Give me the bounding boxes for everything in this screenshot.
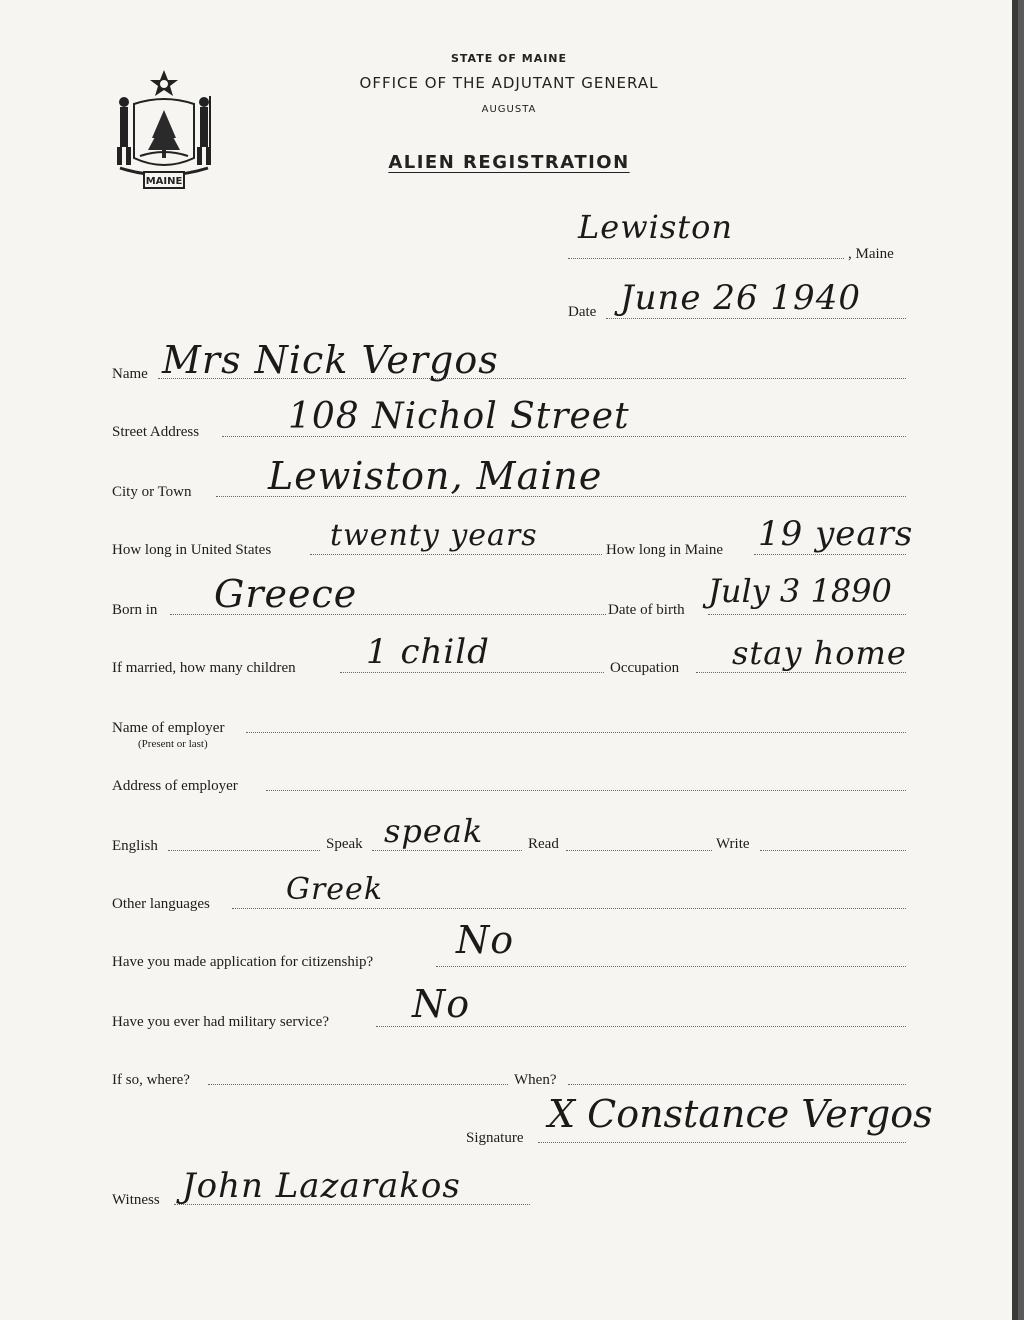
if-so-where-line [208, 1084, 508, 1085]
how-long-us-value: twenty years [330, 518, 538, 553]
write-label: Write [716, 836, 750, 852]
seal-label: MAINE [145, 176, 183, 187]
english-line [168, 850, 320, 851]
children-line [340, 672, 604, 673]
children-value: 1 child [366, 632, 490, 672]
citizenship-label: Have you made application for citizenship? [112, 954, 374, 970]
read-label: Read [528, 836, 559, 852]
occupation-label: Occupation [610, 660, 680, 676]
signature-line [538, 1142, 906, 1143]
form-title: ALIEN REGISTRATION [388, 152, 630, 173]
signature-value: X Constance Vergos [548, 1092, 933, 1136]
name-value: Mrs Nick Vergos [162, 338, 499, 382]
other-languages-line [232, 908, 906, 909]
header-city: AUGUSTA [481, 104, 537, 115]
employer-name-label: Name of employer [112, 720, 225, 736]
occupation-value: stay home [732, 634, 907, 672]
place-line [568, 258, 844, 259]
how-long-maine-value: 19 years [758, 514, 914, 554]
employer-address-label: Address of employer [112, 778, 238, 794]
date-of-birth-label: Date of birth [608, 602, 685, 618]
witness-value: John Lazarakos [182, 1166, 461, 1206]
occupation-line [696, 672, 906, 673]
street-label: Street Address [112, 424, 200, 440]
how-long-maine-line [754, 554, 906, 555]
military-line [376, 1026, 906, 1027]
born-in-label: Born in [112, 602, 158, 618]
how-long-maine-label: How long in Maine [606, 542, 724, 558]
how-long-us-line [310, 554, 602, 555]
write-line [760, 850, 906, 851]
citizenship-value: No [456, 918, 515, 962]
speak-value: speak [384, 812, 484, 850]
employer-address-line [266, 790, 906, 791]
signature-label: Signature [466, 1130, 524, 1146]
if-so-where-label: If so, where? [112, 1072, 190, 1088]
city-label: City or Town [112, 484, 192, 500]
other-languages-label: Other languages [112, 896, 210, 912]
children-label: If married, how many children [112, 660, 296, 676]
read-line [566, 850, 712, 851]
city-value: Lewiston, Maine [268, 454, 603, 498]
employer-name-sublabel: (Present or last) [138, 738, 208, 750]
military-label: Have you ever had military service? [112, 1014, 329, 1030]
born-in-value: Greece [214, 572, 358, 616]
when-line [568, 1084, 906, 1085]
when-label: When? [514, 1072, 557, 1088]
english-label: English [112, 838, 158, 854]
date-of-birth-line [708, 614, 906, 615]
date-value: June 26 1940 [620, 278, 861, 318]
scan-edge [1012, 0, 1018, 1320]
date-of-birth-value: July 3 1890 [708, 572, 892, 610]
header-state: STATE OF MAINE [450, 52, 568, 65]
street-value: 108 Nichol Street [288, 396, 630, 437]
speak-label: Speak [326, 836, 363, 852]
witness-label: Witness [112, 1192, 160, 1208]
name-label: Name [112, 366, 148, 382]
date-label: Date [568, 304, 597, 320]
military-value: No [412, 982, 471, 1026]
citizenship-line [436, 966, 906, 967]
header-office: OFFICE OF THE ADJUTANT GENERAL [359, 74, 659, 92]
speak-line [372, 850, 522, 851]
place-value: Lewiston [578, 208, 733, 246]
how-long-us-label: How long in United States [112, 542, 272, 558]
maine-label: , Maine [848, 246, 894, 262]
employer-name-line [246, 732, 906, 733]
other-languages-value: Greek [286, 872, 383, 907]
date-line [606, 318, 906, 319]
